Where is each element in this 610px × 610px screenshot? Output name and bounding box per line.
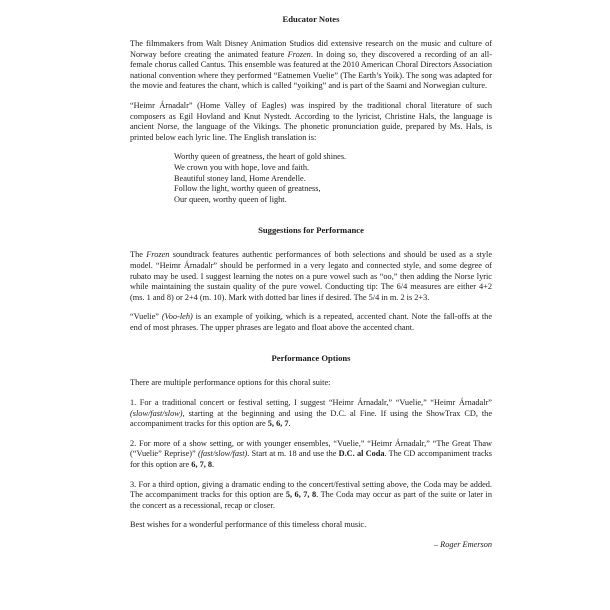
text-run: “Vuelie” — [130, 312, 162, 322]
text-run: soundtrack features authentic performances of both selections and should be used as a style model. “Heimr Árnadalr” should be performed in a very legato and connected style, and some degree of rubato may be used. I suggest learning the notes on a pure vowel such as “oo,” then adding the Norse lyric while maintaining the sustain quality of the pure vowel. Conducting tip: The 6/4 measures are either 4+2 (ms. 1 and 8) or 2+4 (m. 10). Mark with dotted bar lines if desired. The 5/4 in m. 2 is 2+3. — [130, 250, 492, 302]
text-run: . — [288, 419, 291, 429]
educator-notes-paragraph-2: “Heimr Árnadalr” (Home Valley of Eagles) was inspired by the traditional choral literature of such composers as Egil Hovland and Knut Nystedt. According to the lyricist, Christine Hals, the language is ancient Norse, the language of the Vikings. The phonetic pronunciation guide, prepared by Ms. Hals, is printed below each lyric line. The English translation is: — [130, 100, 492, 142]
italic-text: Frozen — [146, 250, 170, 260]
performance-options-intro: There are multiple performance options for this choral suite: — [130, 378, 331, 388]
text-run: . The Coda may occur as part of the suite or later in the concert as a recessional, recap or closer. — [130, 490, 492, 510]
text-run: , starting at the beginning and using the D.C. al Fine. If using the ShowTrax CD, the accompaniment tracks for this option are — [130, 408, 492, 429]
heading-educator-notes: Educator Notes — [282, 14, 340, 24]
verse-line: Worthy queen of greatness, the heart of gold shines. — [174, 152, 347, 162]
closing-remark: Best wishes for a wonderful performance of this timeless choral music. — [130, 520, 367, 530]
bold-text: 5, 6, 7, 8 — [285, 490, 317, 500]
italic-text: (fast/slow/fast) — [197, 449, 248, 459]
verse-line: Beautiful stoney land, Home Arendelle. — [174, 173, 306, 183]
text-run: The — [130, 250, 147, 260]
bold-text: 6, 7, 8 — [191, 460, 213, 470]
suggestions-paragraph-1 — [130, 250, 492, 303]
author-signature: – Roger Emerson — [433, 540, 492, 549]
performance-option-3 — [130, 480, 492, 512]
performance-option-1 — [130, 398, 492, 430]
verse-line: Our queen, worthy queen of light. — [174, 194, 287, 204]
text-run: 1. For a traditional concert or festival setting, I suggest “Heimr Árnadalr,” “Vuelie,” “Heimr Árnadalr” — [130, 398, 492, 408]
text-run: 2. For more of a show setting, or with younger ensembles, “Vuelie,” “Heimr Árnadalr,” “The Great Thaw (“Vuelie” Reprise)” — [130, 438, 492, 459]
translation-verse — [130, 152, 492, 205]
italic-text: Frozen — [287, 49, 311, 59]
text-run: . — [212, 460, 215, 470]
text-run: 3. For a third option, giving a dramatic ending to the concert/festival setting above, the Coda may be added. The accompaniment tracks for this option are — [130, 479, 492, 500]
bold-text: 5, 6, 7 — [267, 419, 289, 429]
educator-notes-paragraph-1 — [130, 39, 492, 92]
bold-text: D.C. al Coda — [338, 449, 385, 459]
italic-text: (slow/fast/slow) — [130, 408, 183, 418]
text-run: . In doing so, they discovered a recording of an all-female chorus called Cantus. This ensemble was featured at the 2010 American Choral Directors Association national convention where they performed “Eatnemen Vuelie” (The Earth’s Yoik). The song was adapted for the movie and features the chant, which is called “yoiking” and is part of the Saami and Norwegian culture. — [130, 49, 492, 91]
suggestions-paragraph-2 — [130, 312, 492, 333]
performance-option-2 — [130, 439, 492, 471]
verse-line: Follow the light, worthy queen of greatness, — [174, 184, 321, 194]
text-run: The filmmakers from Walt Disney Animation Studios did extensive research on the music and culture of Norway before creating the animated feature — [130, 39, 492, 59]
text-run: is an example of yoiking, which is a repeated, accented chant. Note the fall-offs at the end of most phrases. The upper phrases are legato and float above the accented chant. — [130, 312, 493, 332]
text-run: . Start at m. 18 and use the — [247, 449, 339, 459]
italic-text: (Voo-leh) — [161, 312, 193, 322]
heading-suggestions: Suggestions for Performance — [258, 225, 364, 236]
verse-line: We crown you with hope, love and faith. — [174, 162, 310, 172]
text-run: . The CD accompaniment tracks for this option are — [130, 449, 493, 470]
heading-performance-options: Performance Options — [271, 353, 351, 364]
